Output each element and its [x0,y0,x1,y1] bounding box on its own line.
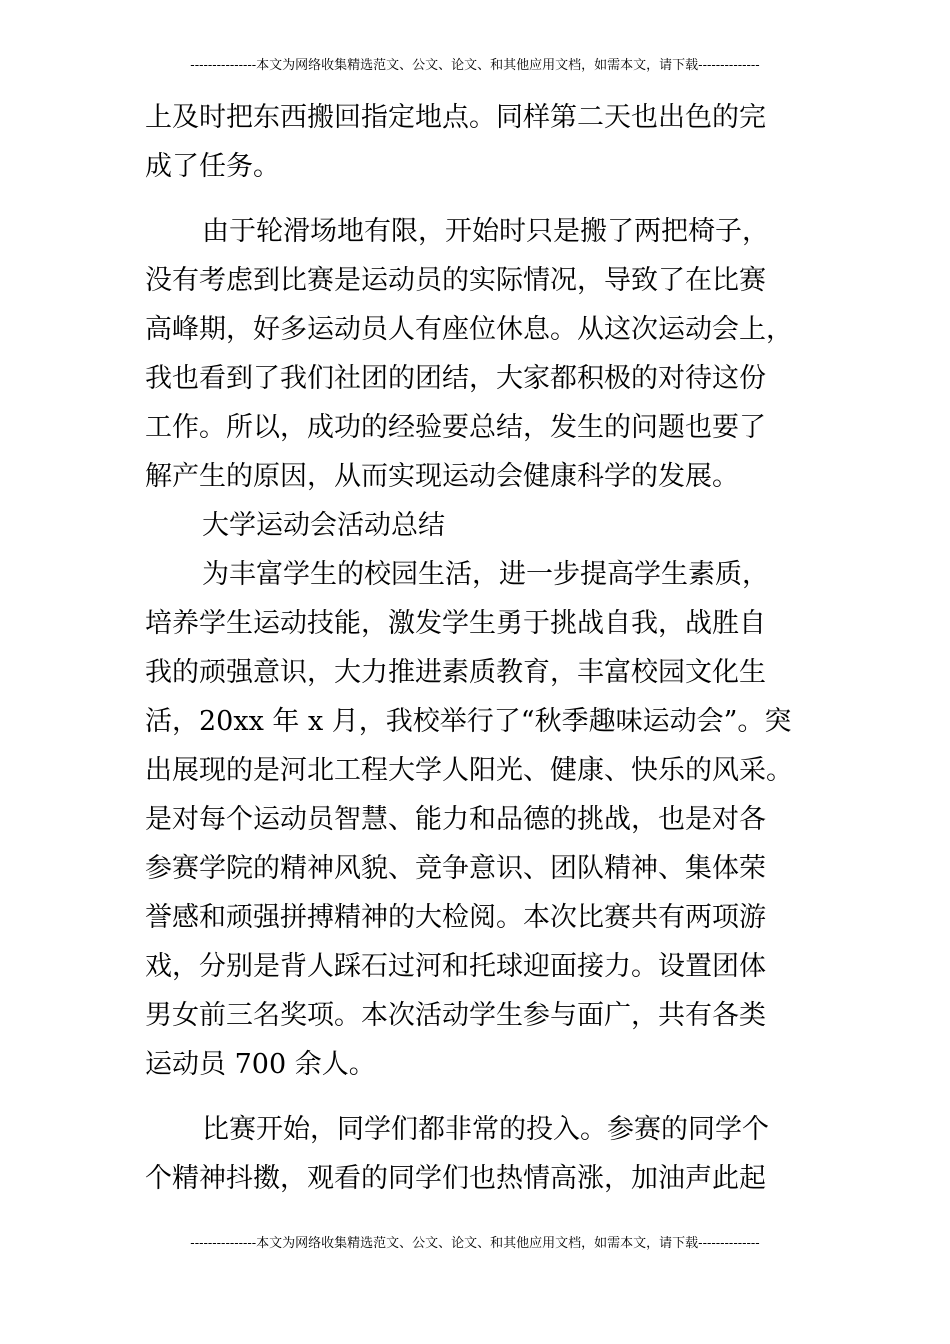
text-line: 活，20xx 年 x 月，我校举行了“秋季趣味运动会”。突 [145,706,792,737]
text-line: 上及时把东西搬回指定地点。同样第二天也出色的完 [145,102,766,133]
text-line: 我也看到了我们社团的团结，大家都积极的对待这份 [145,363,766,394]
text-line: 个精神抖擞，观看的同学们也热情高涨，加油声此起 [145,1163,766,1194]
text-line: 工作。所以，成功的经验要总结，发生的问题也要了 [145,412,766,443]
text-line: 运动员 700 余人。 [145,1049,376,1080]
text-line: 培养学生运动技能，激发学生勇于挑战自我，战胜自 [145,608,766,639]
text-line: 解产生的原因，从而实现运动会健康科学的发展。 [145,461,739,492]
text-line: 我的顽强意识，大力推进素质教育，丰富校园文化生 [145,657,766,688]
paragraph-start-line: 由于轮滑场地有限，开始时只是搬了两把椅子， [202,216,769,247]
paragraph-start-line: 比赛开始，同学们都非常的投入。参赛的同学个 [202,1114,769,1145]
text-line: 誉感和顽强拼搏精神的大检阅。本次比赛共有两项游 [145,902,766,933]
text-line: 是对每个运动员智慧、能力和品德的挑战，也是对各 [145,804,766,835]
text-line: 没有考虑到比赛是运动员的实际情况，导致了在比赛 [145,265,766,296]
text-line: 成了任务。 [145,151,280,182]
text-line: 出展现的是河北工程大学人阳光、健康、快乐的风采。 [145,755,793,786]
text-line: 戏，分别是背人踩石过河和托球迎面接力。设置团体 [145,951,766,982]
text-line: 男女前三名奖项。本次活动学生参与面广，共有各类 [145,1000,766,1031]
page-footer: ---------------本文为网络收集精选范文、公文、论文、和其他应用文档，如需本文，请下载-------------- [190,1236,760,1251]
document-body [145,93,809,1203]
section-title: 大学运动会活动总结 [202,510,445,541]
text-line: 参赛学院的精神风貌、竞争意识、团队精神、集体荣 [145,853,766,884]
page-header: ---------------本文为网络收集精选范文、公文、论文、和其他应用文档，如需本文，请下载-------------- [190,58,760,73]
text-line: 高峰期，好多运动员人有座位休息。从这次运动会上， [145,314,793,345]
paragraph-start-line: 为丰富学生的校园生活，进一步提高学生素质， [202,559,769,590]
